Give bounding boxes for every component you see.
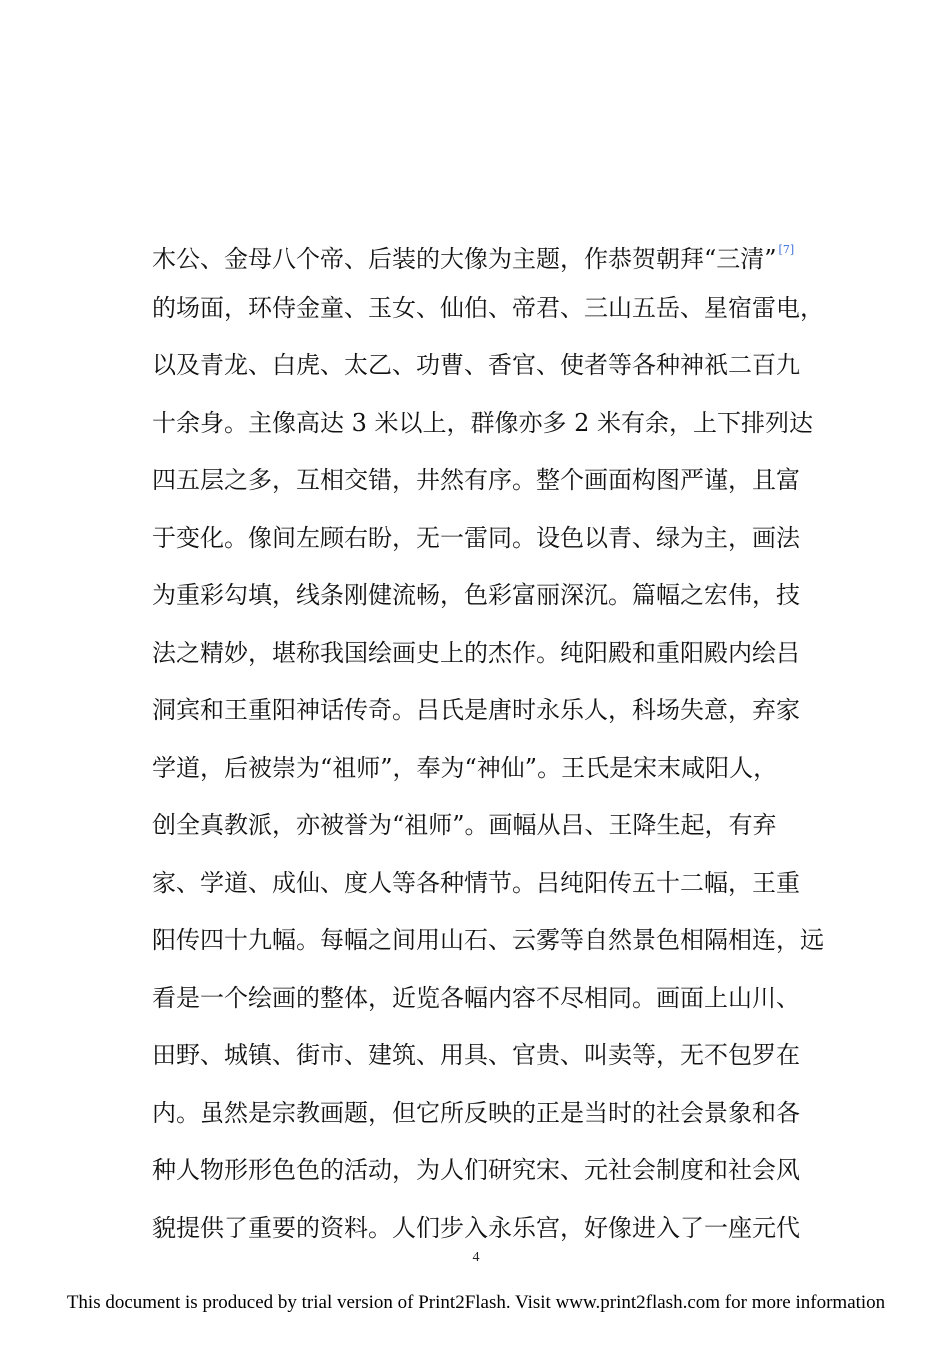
text-line-10: 学道，后被崇为“祖师”，奉为“神仙”。王氏是宋末咸阳人， — [152, 753, 778, 782]
text-line-7: 为重彩勾填，线条刚健流畅，色彩富丽深沉。篇幅之宏伟，技 — [152, 581, 800, 609]
text-line-18: 貌提供了重要的资料。人们步入永乐宫，好像进入了一座元代 — [152, 1213, 800, 1242]
text-line-2: 的场面，环侍金童、玉女、仙伯、帝君、三山五岳、星宿雷电， — [152, 293, 824, 322]
text-line-6: 于变化。像间左顾右盼，无一雷同。设色以青、绿为主，画法 — [152, 523, 800, 552]
body-paragraph — [152, 226, 852, 1261]
text-line-11: 创全真教派，亦被誉为“祖师”。画幅从吕、王降生起，有弃 — [152, 811, 777, 839]
text-line-3: 以及青龙、白虎、太乙、功曹、香官、使者等各种神祇二百九 — [152, 351, 800, 379]
text-line-5: 四五层之多，互相交错，井然有序。整个画面构图严谨，且富 — [152, 466, 800, 494]
text-line-8: 法之精妙，堪称我国绘画史上的杰作。纯阳殿和重阳殿内绘吕 — [152, 638, 800, 667]
text-line-17: 种人物形形色色的活动，为人们研究宋、元社会制度和社会风 — [152, 1156, 800, 1184]
citation-link[interactable]: [7] — [778, 243, 795, 256]
text-line-9: 洞宾和王重阳神话传奇。吕氏是唐时永乐人，科场失意，弃家 — [152, 696, 800, 724]
text-line-1-content: 木公、金母八个帝、后装的大像为主题，作恭贺朝拜“三清” — [152, 245, 777, 273]
text-line-1 — [152, 226, 852, 284]
text-line-13: 阳传四十九幅。每幅之间用山石、云雾等自然景色相隔相连，远 — [152, 926, 824, 954]
text-line-12: 家、学道、成仙、度人等各种情节。吕纯阳传五十二幅，王重 — [152, 868, 800, 897]
text-line-4: 十余身。主像高达 3 米以上，群像亦多 2 米有余，上下排列达 — [152, 408, 814, 437]
text-line-16: 内。虽然是宗教画题，但它所反映的正是当时的社会景象和各 — [152, 1098, 800, 1127]
page-number: 4 — [472, 1250, 480, 1265]
text-line-14: 看是一个绘画的整体，近览各幅内容不尽相同。画面上山川、 — [152, 983, 800, 1012]
trial-version-notice: This document is produced by trial version of Print2Flash. Visit www.print2flash.com for more information — [66, 1292, 886, 1313]
text-line-15: 田野、城镇、街市、建筑、用具、官贵、叫卖等，无不包罗在 — [152, 1041, 800, 1069]
